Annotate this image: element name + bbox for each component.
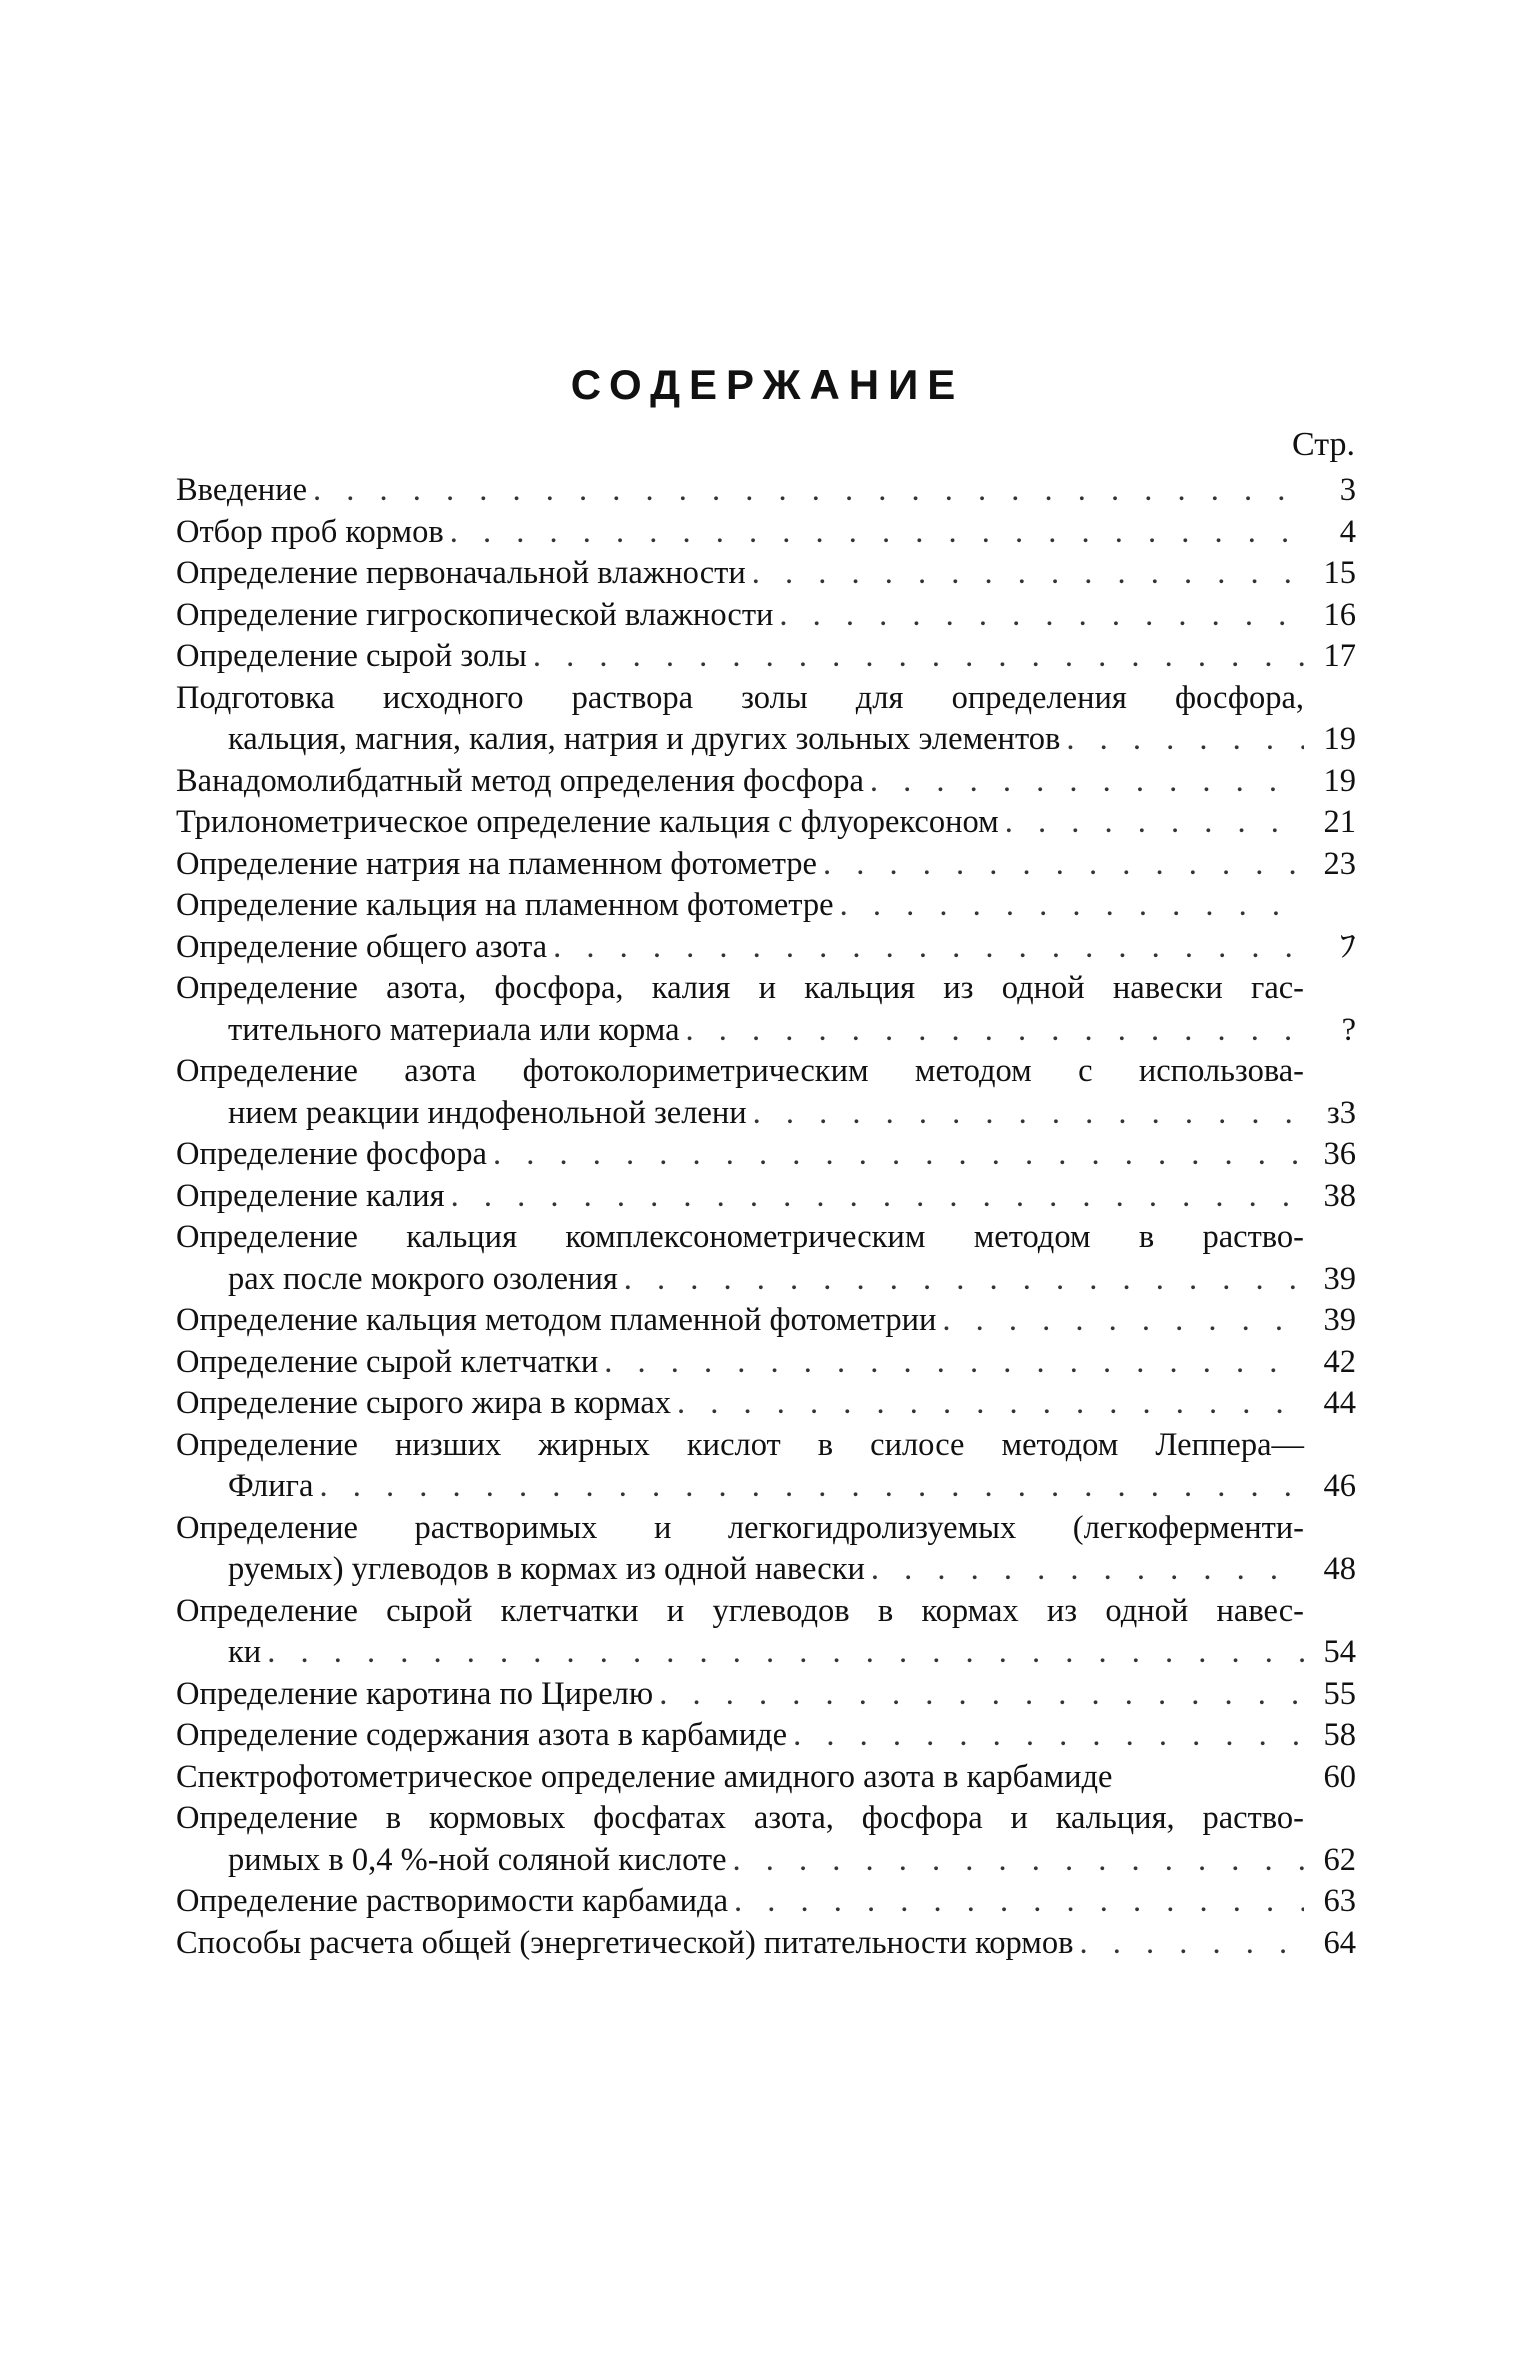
toc-entry-title: Определение натрия на пламенном фотометре xyxy=(176,845,817,882)
toc-entry-title: Трилонометрическое определение кальция с флуорексоном xyxy=(176,804,999,840)
table-of-contents xyxy=(176,470,1356,1964)
toc-entry[interactable] xyxy=(176,968,1356,1051)
dot-leader xyxy=(1073,1923,1304,1965)
toc-page-number: 64 xyxy=(1323,1924,1356,1961)
toc-entry-title: Определение сырой золы xyxy=(176,638,527,674)
toc-entry-line: Определение низших жирных кислот в силосе методом Леппера— xyxy=(176,1426,1304,1463)
dot-leader xyxy=(653,1674,1304,1716)
toc-entry-text xyxy=(176,1342,1304,1384)
toc-entry-title: Определение первоначальной влажности xyxy=(176,555,746,591)
toc-entry[interactable] xyxy=(176,1923,1356,1965)
toc-entry-text xyxy=(176,1300,1304,1342)
dot-leader xyxy=(671,1383,1304,1425)
toc-entry-line: Определение азота, фосфора, калия и кальция из одной навески гас- xyxy=(176,970,1304,1006)
toc-entry[interactable] xyxy=(176,1300,1356,1342)
toc-entry-title: Определение фосфора xyxy=(176,1136,487,1172)
toc-entry-text xyxy=(176,1715,1304,1757)
toc-entry[interactable] xyxy=(176,1798,1356,1881)
page-title: СОДЕРЖАНИЕ xyxy=(570,361,965,408)
dot-leader xyxy=(598,1342,1304,1384)
toc-entry[interactable] xyxy=(176,678,1356,761)
toc-page-number: 58 xyxy=(1323,1717,1356,1753)
dot-leader xyxy=(444,512,1304,554)
toc-entry-title: Ванадомолибдатный метод определения фосфора xyxy=(176,762,864,799)
toc-entry-text xyxy=(176,1881,1304,1923)
toc-entry-text xyxy=(176,885,1304,927)
toc-entry-text xyxy=(176,1798,1304,1881)
toc-page-number: 39 xyxy=(1323,1302,1356,1338)
dot-leader xyxy=(834,885,1304,927)
toc-entry-title: Определение содержания азота в карбамиде xyxy=(176,1717,788,1753)
toc-entry-text xyxy=(176,1217,1304,1300)
dot-leader xyxy=(817,844,1304,886)
toc-entry-text xyxy=(176,470,1304,512)
dot-leader xyxy=(936,1300,1304,1342)
dot-leader xyxy=(487,1134,1304,1176)
toc-entry-text xyxy=(176,1176,1304,1218)
toc-entry-line: кальция, магния, калия, натрия и других зольных элементов xyxy=(228,721,1061,757)
toc-page-number: 23 xyxy=(1323,845,1356,882)
toc-entry-line: тительного материала или корма xyxy=(228,1011,680,1048)
toc-entry-title: Введение xyxy=(176,472,307,508)
toc-entry-line: Флига xyxy=(228,1468,314,1504)
toc-entry-text xyxy=(176,1383,1304,1425)
toc-entry[interactable] xyxy=(176,512,1356,554)
toc-entry[interactable] xyxy=(176,1715,1356,1757)
toc-entry[interactable] xyxy=(176,1508,1356,1591)
toc-entry-title: Спектрофотометрическое определение амидного азота в карбамиде xyxy=(176,1758,1113,1795)
dot-leader xyxy=(547,927,1304,969)
toc-entry-title: Определение общего азота xyxy=(176,928,548,965)
toc-entry-text xyxy=(176,968,1304,1051)
dot-leader xyxy=(747,1093,1304,1135)
toc-entry[interactable] xyxy=(176,1176,1356,1218)
toc-entry-text xyxy=(176,636,1304,678)
toc-page-number: 4 xyxy=(1339,513,1356,550)
toc-page-number: 54 xyxy=(1323,1634,1356,1670)
toc-entry-line: Определение кальция комплексонометрическим методом в раство- xyxy=(176,1219,1304,1255)
toc-page-number: 48 xyxy=(1323,1551,1356,1587)
dot-leader xyxy=(445,1176,1304,1218)
toc-entry-text xyxy=(176,1923,1304,1965)
toc-entry-title: Определение калия xyxy=(176,1177,445,1214)
toc-entry[interactable] xyxy=(176,553,1356,595)
toc-entry-line: римых в 0,4 %-ной соляной кислоте xyxy=(228,1841,727,1878)
dot-leader xyxy=(999,802,1304,844)
toc-entry-text xyxy=(176,927,1304,969)
toc-entry[interactable] xyxy=(176,595,1356,637)
toc-entry-title: Определение сырого жира в кормах xyxy=(176,1385,671,1421)
toc-page-number: 62 xyxy=(1323,1841,1356,1878)
toc-entry[interactable] xyxy=(176,761,1356,803)
toc-entry-title: Определение каротина по Цирелю xyxy=(176,1675,654,1712)
toc-entry-text xyxy=(176,678,1304,761)
dot-leader xyxy=(307,470,1304,512)
page-column-header: Стр. xyxy=(1291,426,1355,463)
toc-entry-line: Подготовка исходного раствора золы для определения фосфора, xyxy=(176,679,1304,716)
toc-entry[interactable] xyxy=(176,1342,1356,1384)
toc-entry[interactable] xyxy=(176,802,1356,844)
dot-leader xyxy=(527,636,1304,678)
dot-leader xyxy=(728,1881,1304,1923)
toc-entry[interactable] xyxy=(176,1217,1356,1300)
toc-page-number: 19 xyxy=(1323,762,1356,799)
toc-entry-line: Определение растворимых и легкогидролизуемых (легкоферменти- xyxy=(176,1509,1304,1546)
dot-leader xyxy=(787,1715,1304,1757)
toc-page-number: 38 xyxy=(1323,1177,1356,1214)
toc-entry-title: Определение растворимости карбамида xyxy=(176,1883,728,1919)
toc-entry-title: Определение кальция на пламенном фотометре xyxy=(176,887,834,923)
toc-entry-line: ки xyxy=(228,1634,262,1670)
toc-entry-text xyxy=(176,1425,1304,1508)
dot-leader xyxy=(261,1632,1304,1674)
toc-entry-line: рах после мокрого озоления xyxy=(228,1260,618,1297)
toc-entry-title: Способы расчета общей (энергетической) питательности кормов xyxy=(176,1924,1074,1961)
toc-page-number: 44 xyxy=(1323,1385,1356,1421)
toc-page-number: 39 xyxy=(1323,1260,1356,1297)
toc-entry-text xyxy=(176,1591,1304,1674)
toc-entry[interactable] xyxy=(176,1425,1356,1508)
toc-entry-text xyxy=(176,1134,1304,1176)
toc-entry-text xyxy=(176,1674,1304,1716)
toc-entry[interactable] xyxy=(176,1051,1356,1134)
toc-entry-line: Определение в кормовых фосфатах азота, фосфора и кальция, раство- xyxy=(176,1800,1304,1836)
toc-entry-text xyxy=(176,595,1304,637)
toc-entry-line: нием реакции индофенольной зелени xyxy=(228,1094,747,1131)
toc-page-number: 46 xyxy=(1323,1468,1356,1504)
dot-leader xyxy=(680,1010,1304,1052)
toc-entry-title: Определение гигроскопической влажности xyxy=(176,596,774,633)
dot-leader xyxy=(865,1549,1304,1591)
toc-entry[interactable] xyxy=(176,636,1356,678)
toc-page-number: ? xyxy=(1341,1011,1356,1048)
toc-page-number: 55 xyxy=(1323,1675,1356,1712)
toc-page-number: 16 xyxy=(1323,596,1356,633)
toc-entry-line: Определение сырой клетчатки и углеводов в кормах из одной навес- xyxy=(176,1592,1304,1629)
toc-page-number: 42 xyxy=(1323,1343,1356,1380)
toc-page-number: 36 xyxy=(1323,1136,1356,1172)
toc-entry[interactable] xyxy=(176,1757,1356,1799)
toc-entry[interactable] xyxy=(176,844,1356,886)
toc-page-number: 60 xyxy=(1323,1758,1356,1795)
toc-page-number: з3 xyxy=(1326,1094,1356,1131)
toc-entry[interactable] xyxy=(176,885,1356,927)
toc-entry[interactable] xyxy=(176,1591,1356,1674)
toc-page-number: 17 xyxy=(1323,638,1356,674)
dot-leader xyxy=(746,553,1304,595)
toc-entry-text xyxy=(176,1051,1304,1134)
toc-entry-text xyxy=(176,512,1304,554)
toc-entry-title: Определение кальция методом пламенной фотометрии xyxy=(176,1302,937,1338)
toc-entry[interactable] xyxy=(176,470,1356,512)
toc-page-number: 19 xyxy=(1323,721,1356,757)
toc-entry-text xyxy=(176,1757,1304,1799)
toc-entry-line: руемых) углеводов в кормах из одной навески xyxy=(228,1551,865,1587)
dot-leader xyxy=(313,1466,1304,1508)
dot-leader xyxy=(727,1840,1304,1882)
toc-entry-line: Определение азота фотоколориметрическим методом с использова- xyxy=(176,1053,1304,1089)
toc-entry-title: Отбор проб кормов xyxy=(176,513,444,550)
dot-leader xyxy=(773,595,1304,637)
toc-entry[interactable] xyxy=(176,1881,1356,1923)
toc-entry-title: Определение сырой клетчатки xyxy=(176,1343,599,1380)
toc-entry-text xyxy=(176,844,1304,886)
toc-page-number: 63 xyxy=(1323,1883,1356,1919)
toc-entry-text xyxy=(176,761,1304,803)
toc-entry[interactable] xyxy=(176,1383,1356,1425)
toc-entry-text xyxy=(176,553,1304,595)
toc-entry-text xyxy=(176,1508,1304,1591)
toc-entry-text xyxy=(176,802,1304,844)
toc-page-number: 3 xyxy=(1339,472,1356,508)
toc-page-number: ﾌ xyxy=(1339,928,1356,965)
dot-leader xyxy=(618,1259,1304,1301)
dot-leader xyxy=(1060,719,1304,761)
dot-leader xyxy=(864,761,1304,803)
toc-page-number: 21 xyxy=(1323,804,1356,840)
toc-entry[interactable] xyxy=(176,927,1356,969)
toc-entry[interactable] xyxy=(176,1674,1356,1716)
toc-entry[interactable] xyxy=(176,1134,1356,1176)
toc-page-number: 15 xyxy=(1323,555,1356,591)
